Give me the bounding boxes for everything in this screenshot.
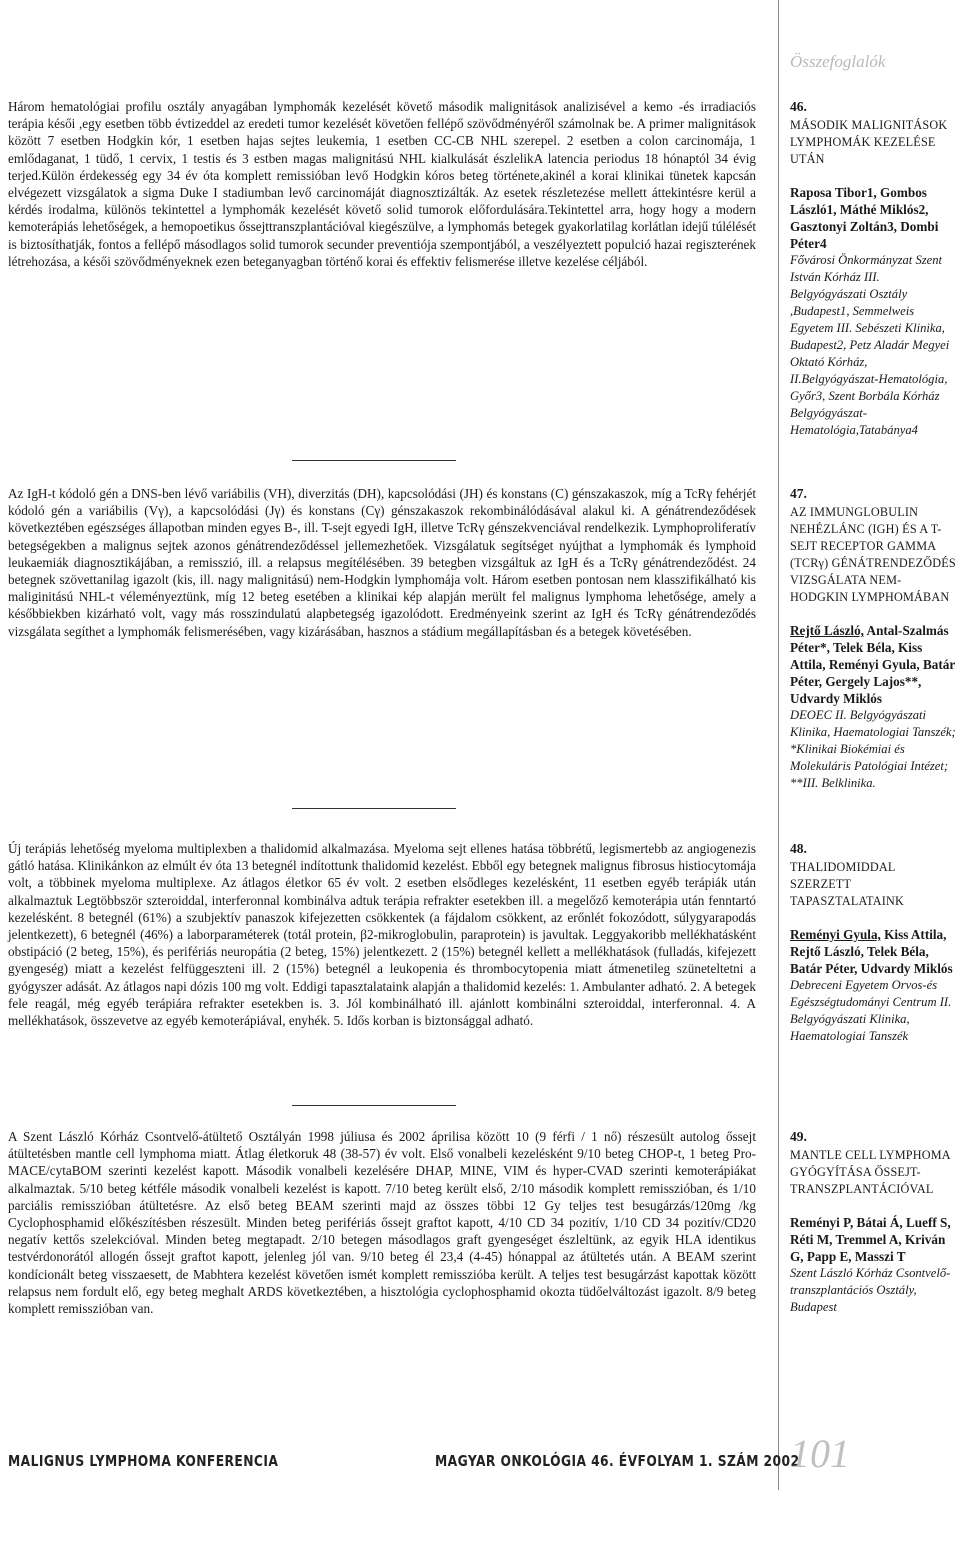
abstract-authors: Raposa Tibor1, Gombos László1, Máthé Miklós2, Gasztonyi Zoltán3, Dombi Péter4 [790,185,939,251]
abstract-48-meta [790,840,958,1045]
abstract-49-meta [790,1128,958,1316]
abstract-46-meta [790,98,958,439]
abstract-institution: Debreceni Egyetem Orvos-és Egészségtudományi Centrum II. Belgyógyászati Klinika, Haematologiai Tanszék [790,978,952,1043]
abstract-number: 47. [790,486,807,501]
co-authors: Antal-Szalmás Péter*, Telek Béla, Kiss Attila, Reményi Gyula, Batár Péter, Gergely Lajos**, Udvardy Miklós [790,623,955,706]
abstract-title: MÁSODIK MALIGNITÁSOK LYMPHOMÁK KEZELÉSE UTÁN [790,118,948,166]
abstract-number: 46. [790,99,807,114]
abstract-title: AZ IMMUNGLOBULIN NEHÉZLÁNC (IGH) ÉS A T-SEJT RECEPTOR GAMMA (TCRγ) GÉNÁTRENDEZŐDÉS VIZSGÁLATA NEM-HODGKIN LYMPHOMÁBAN [790,505,956,604]
abstract-number: 48. [790,841,807,856]
separator-rule [292,460,456,461]
abstract-authors [790,926,958,977]
co-authors: Kiss Attila, Rejtő László, Telek Béla, Batár Péter, Udvardy Miklós [790,927,953,976]
presenting-author: Rejtő László, [790,623,864,638]
page-number: 101 [790,1431,850,1476]
abstract-48-body [8,840,756,1029]
footer-conference-title: MALIGNUS LYMPHOMA KONFERENCIA [8,1452,279,1470]
abstract-body-text: Új terápiás lehetőség myeloma multiplexben a thalidomid alkalmazása. Myeloma sejt ellenes hatása többrétű, legismertebb az angiogenezis gátló hatása. Klinikánkon az elmúlt év óta 13 betegnél indítottunk thalidomid kezelést. Ebből egy betegnek malignus fibrosus histiocytomája volt, a többinek myeloma multiplexe. Az átlagos életkor 65 év volt. 2 esetben elsődleges kezelésként, 11 esetben egyéb terápiák után alkalmaztuk Legtöbbször szteroiddal, interferonnal kombinálva adtuk terápia refrakter esetekben ill. a megelőző kemoterápia után fenntartó kezelésként. 8 betegnél (61%) a szubjektív panaszok kifejezetten csökkentek (a fájdalom csökkent, az erőnlét fokozódott, súlygyarapodás jelentkezett), 6 betegnél (46%) a laborparaméterek (totál protein, β2-mikroglobulin, paraprotein) is javultak. Leggyakoribb mellékhatásként obstipáció (2 beteg, 15%), és perifériás neuropátia (2 beteg, 15%) jelentkezett. 2 (15%) betegnél kellett a mellékhatások (fulladás, kifejezett gyengeség) miatt a kezelést felfüggeszteni ill. 2 (15%) betegnél a leukopenia és thrombocytopenia miatt átmenetileg szüneteltetni a gyógyszer adását. Az átlagos napi dózis 100 mg volt. Eddigi tapasztalataink alapján a thalidomid kezelés: 1. Ambulanter adható. 2. A betegek fele reagál, még egyéb terápiára refrakter esetekben is. 3. Jól kombinálható ill. ajánlott kombinálni szteroiddal, interferonnal. 4. A mellékhatások, összevetve az egyéb kemoterápiával, enyhék. 5. Idős korban is biztonsággal adható. [8,841,756,1029]
presenting-author: Reményi Gyula, [790,927,881,942]
abstract-authors [790,622,958,707]
abstract-body-text: Három hematológiai profilu osztály anyagában lymphomák kezelését követő második malignitások analizisével a kemo -és irradiaciós terápia késői ,egy esetben több évtizeddel az eredeti tumor kezelését követően fellépő szövődményéről számolnak be. A primer malignitások között 7 esetben Hodgkin kór, 1 esetben hajas sejtes leukemia, 1 esetben CC-CB NHL szerepel. 2 esetben a colon carcinomája, 1 emlődaganat, 1 tüdő, 1 cervix, 1 testis és 3 estben magas malignitású NHL kialkulását észlelikA latencia periodus 18 hónaptól 34 évig terjed.Külön érdekesség egy 34 év óta komplett remissióban levő Hodgkin kóros beteg története,akinél a korai klinikai tünetek kapcsán elvégezett vizsgálatok a sigma Duke I stadiumban levő carcinomáját diagnosztizálták. Az esetek részletezése mellett áttekintésre kerül a kérdés irodalma, különös tekintettel a lymphomák kezelését követő solid tumorok előfordulására.Tekintettel arra, hogy hogy a modern kemoterápiás lehetőségek, a hemopoetikus őssejttranszplantációval kiegészülve, a lymphomás betegek gyakorlatilag korlátlan idejű túlélését is biztosíthatják, fontos a fellépő másodlagos solid tumorok secunder preventiója szempontjából, a veszélyeztett populció hazai regiszterének létrehozása, a késői szövődményeknek ezen beteganyagban történő korai és effektiv felismerése illetve kezelése céljából. [8,99,756,269]
separator-rule [292,1105,456,1106]
column-divider [778,0,779,1490]
abstract-49-body [8,1128,756,1317]
abstract-title: MANTLE CELL LYMPHOMA GYÓGYÍTÁSA ŐSSEJT-TRANSZPLANTÁCIÓVAL [790,1148,951,1196]
section-header: Összefoglalók [790,52,886,71]
abstract-institution: Fővárosi Önkormányzat Szent István Kórház III. Belgyógyászati Osztály ,Budapest1, Semmelweis Egyetem III. Sebészeti Klinika, Budapest2, Petz Aladár Megyei Oktató Kórház, II.Belgyógyászat-Hematológia, Győr3, Szent Borbála Kórház Belgyógyászat-Hematológia,Tatabánya4 [790,253,950,437]
abstract-institution: DEOEC II. Belgyógyászati Klinika, Haematologiai Tanszék; *Klinikai Biokémiai és Molekuláris Patológiai Intézet; **III. Belklinika. [790,708,956,790]
separator-rule [292,808,456,809]
footer-journal-info: MAGYAR ONKOLÓGIA 46. ÉVFOLYAM 1. SZÁM 2002 [435,1452,800,1470]
abstract-body-text: Az IgH-t kódoló gén a DNS-ben lévő variábilis (VH), diverzitás (DH), kapcsolódási (JH) és konstans (C) génszakaszok, míg a TcRγ fehérjét kódoló gén a variábilis (Vγ), a kapcsolódási (Jγ) és konstans (Cγ) génszakaszok rekombinálódásával alakul ki. A génátrendeződések következtében egészséges állapotban minden egyes B-, ill. T-sejt egyedi IgH, illetve TcRγ génszekvenciával rendelkezik. Lymphoproliferatív betegségekben a malignus sejtek azonos génátrendeződéssel jellemezhetőek. Vizsgálatuk segítséget nyújthat a lymphomák és lymphoid leukaemiák diagnosztikájában, a remisszió, ill. a relapsus megítélésében. 39 betegben vizsgáltuk az IgH és a TcRγ génátrendeződést. 24 betegnek szövettanilag igazolt (kis, ill. nagy malignitású) nem-Hodgkin lymphomája volt. Három esetben pontosan nem klasszifikálható kis maliginitású NHL-t véleményeztünk, míg 12 beteg esetében a klinikai kép alapján merült fel malignus lymphoma lehetősége, amely a későbbiekben kizárható volt, vagy más rosszindulatú alapbetegség igazolódott. Eredményeink szerint az IgH és TcRγ génátrendeződés vizsgálata segíthet a lymphomák felismerésében, vagy kizárásában, hasznos a stádium megállapításban és a betegek követésében. [8,486,756,639]
abstract-title: THALIDOMIDDAL SZERZETT TAPASZTALATAINK [790,860,905,908]
abstract-body-text: A Szent László Kórház Csontvelő-átültető Osztályán 1998 júliusa és 2002 áprilisa között 10 (9 férfi / 1 nő) részesült autolog őssejt átültetésben mantle cell lymphoma miatt. Átlag életkoruk 48 (38-57) év volt. Első vonalbeli kezelésként 9/10 beteg CHOP-t, 1 beteg Pro-MACE/cytaBOM szerinti kezelést kapott. Második vonalbeli kezelésére DHAP, MINE, VIM és hyper-CVAD szerinti kemoterápiákat alkalmaztak. 5/10 beteg kétféle második vonalbeli kezelést is kapott. 7/10 beteg került első, 2/10 második komplett remisszióban, és 1/10 parciális remisszióban átültetésre. Az első beteg BEAM szerinti majd az összes többi 12 Gy teljes test besugárzás/120mg /kg Cyclophosphamid előkészítésben részesült. Minden beteg perifériás őssejt graftot kapott, 4/10 CD 34 pozitív, 1/10 CD 34 pozitív/CD20 negatív kettős szelekcióval. Minden beteg megtapadt. 2/10 betegen másodlagos graft gyengeséget észleltünk, az egyik HLA identikus testvérdonorától allogén őssejt graftot kapott, jelenleg jól van. 9/10 beteg él 23,4 (4-45) hónappal az átültetés után. A BEAM szerint kondícionált beteg visszaesett, de Mabhtera kezelést követően ismét komplett remisszióba került. A teljes test besugárzást kapottak között relapsus nem fordult elő, egy beteg meghalt ARDS következtében, a hisztológia cyclophosphamid okozta tüdőelváltozást igazolt. 8/9 beteg komplett remisszióban van. [8,1129,756,1317]
abstract-institution: Szent László Kórház Csontvelő-transzplantációs Osztály, Budapest [790,1266,951,1314]
abstract-authors: Reményi P, Bátai Á, Lueff S, Réti M, Tremmel A, Kriván G, Papp E, Masszi T [790,1215,951,1264]
abstract-number: 49. [790,1129,807,1144]
abstract-46-body [8,98,756,270]
abstract-47-body [8,485,756,640]
abstract-47-meta [790,485,958,792]
